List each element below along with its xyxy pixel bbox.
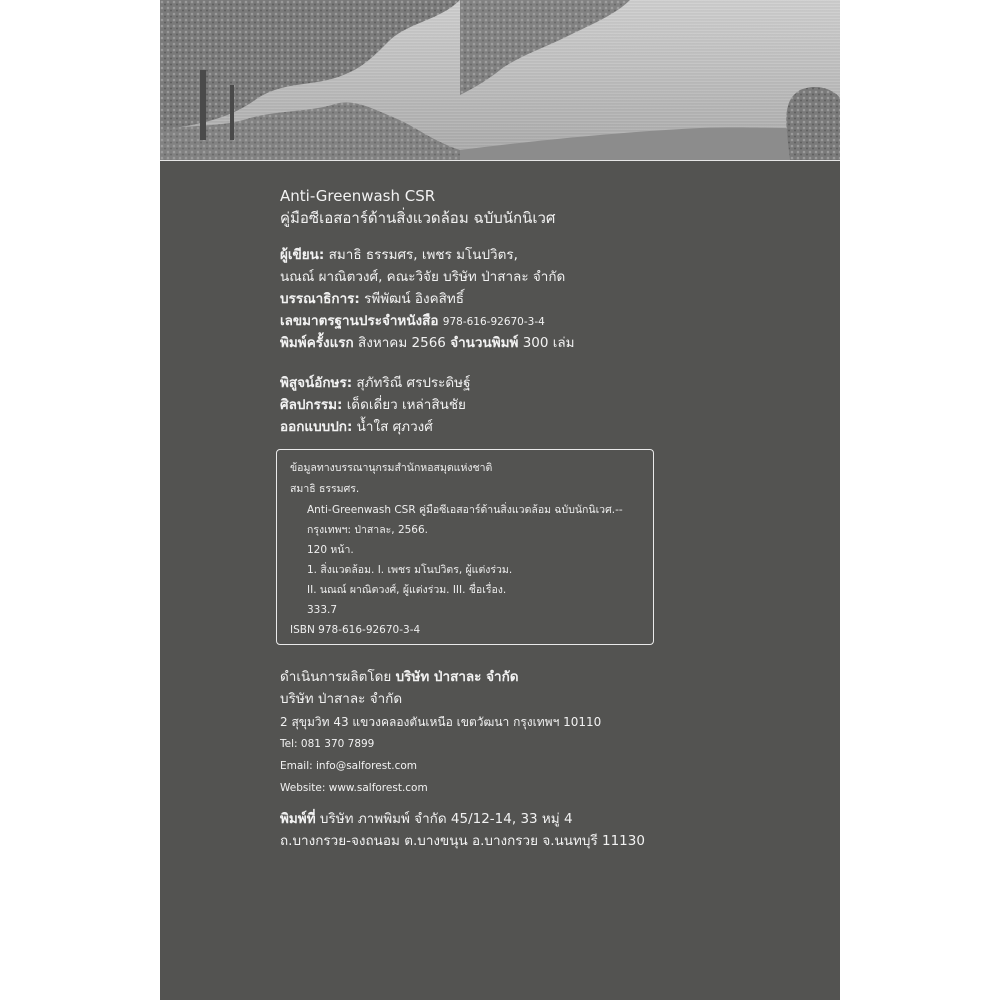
trees-illustration bbox=[160, 0, 840, 160]
cover-design-line bbox=[280, 418, 433, 436]
produced-by-company: บริษัท ป่าสาละ จำกัด bbox=[395, 669, 519, 685]
catalog-subject-1: 1. สิ่งแวดล้อม. I. เพชร มโนปวิตร, ผู้แต่งร่วม. bbox=[307, 564, 513, 576]
cataloging-in-publication-box bbox=[276, 449, 654, 645]
first-print-line bbox=[280, 334, 575, 352]
isbn-label: เลขมาตรฐานประจำหนังสือ bbox=[280, 313, 439, 329]
publisher-tel: Tel: 081 370 7899 bbox=[280, 738, 375, 750]
publisher-email: Email: info@salforest.com bbox=[280, 760, 418, 772]
catalog-subject-2: II. นณณ์ ผาณิตวงศ์, ผู้แต่งร่วม. III. ชื่อเรื่อง. bbox=[307, 584, 507, 596]
catalog-heading: ข้อมูลทางบรรณานุกรมสำนักหอสมุดแห่งชาติ bbox=[290, 462, 493, 474]
art-label: ศิลปกรรม: bbox=[280, 397, 343, 413]
isbn-line bbox=[280, 312, 545, 331]
editor-name: รพีพัฒน์ อิงคสิทธิ์ bbox=[364, 291, 464, 307]
produced-by-label: ดำเนินการผลิตโดย bbox=[280, 669, 392, 685]
authors-line-2: นณณ์ ผาณิตวงศ์, คณะวิจัย บริษัท ป่าสาละ จำกัด bbox=[280, 269, 566, 285]
engraved-landscape-illustration bbox=[160, 0, 840, 161]
catalog-title: Anti-Greenwash CSR คู่มือซีเอสอาร์ด้านสิ่งแวดล้อม ฉบับนักนิเวศ.-- bbox=[307, 504, 623, 516]
publisher-name: บริษัท ป่าสาละ จำกัด bbox=[280, 691, 403, 707]
printer-company: บริษัท ภาพพิมพ์ จำกัด 45/12-14, 33 หมู่ 4 bbox=[319, 811, 573, 827]
printer-line-2: ถ.บางกรวย-จงถนอม ต.บางขนุน อ.บางกรวย จ.นนทบุรี 11130 bbox=[280, 833, 645, 849]
print-count: 300 เล่ม bbox=[522, 335, 575, 351]
printer-line-1 bbox=[280, 810, 573, 828]
publisher-website: Website: www.salforest.com bbox=[280, 782, 428, 794]
authors-label: ผู้เขียน: bbox=[280, 247, 325, 263]
printer-label: พิมพ์ที่ bbox=[280, 811, 316, 827]
art-line bbox=[280, 396, 466, 414]
authors-names: สมาธิ ธรรมศร, เพชร มโนปวิตร, bbox=[328, 247, 518, 263]
catalog-isbn: ISBN 978-616-92670-3-4 bbox=[290, 624, 421, 636]
proofreader-line bbox=[280, 374, 471, 392]
book-title-english: Anti-Greenwash CSR bbox=[280, 187, 436, 205]
catalog-author: สมาธิ ธรรมศร. bbox=[290, 483, 360, 495]
catalog-pages: 120 หน้า. bbox=[307, 544, 354, 556]
publisher-address: 2 สุขุมวิท 43 แขวงคลองตันเหนือ เขตวัฒนา กรุงเทพฯ 10110 bbox=[280, 715, 602, 729]
art-name: เด็ดเดี่ยว เหล่าสินชัย bbox=[346, 397, 466, 413]
proofreader-label: พิสูจน์อักษร: bbox=[280, 375, 353, 391]
first-print-label: พิมพ์ครั้งแรก bbox=[280, 335, 354, 351]
first-print-date: สิงหาคม 2566 bbox=[358, 335, 446, 351]
book-title-thai: คู่มือซีเอสอาร์ด้านสิ่งแวดล้อม ฉบับนักนิเวศ bbox=[280, 209, 556, 227]
cover-design-name: น้ำใส ศุภวงศ์ bbox=[356, 419, 433, 435]
editor-label: บรรณาธิการ: bbox=[280, 291, 360, 307]
print-count-label: จำนวนพิมพ์ bbox=[450, 335, 519, 351]
produced-by-line bbox=[280, 668, 519, 686]
catalog-classification: 333.7 bbox=[307, 604, 338, 616]
book-page bbox=[160, 0, 840, 1000]
proofreader-name: สุภัทริณี ศรประดิษฐ์ bbox=[356, 375, 471, 391]
authors-line-1 bbox=[280, 246, 518, 264]
cover-design-label: ออกแบบปก: bbox=[280, 419, 353, 435]
editor-line bbox=[280, 290, 464, 308]
catalog-publisher: กรุงเทพฯ: ป่าสาละ, 2566. bbox=[307, 524, 429, 536]
isbn-value: 978-616-92670-3-4 bbox=[442, 316, 545, 328]
